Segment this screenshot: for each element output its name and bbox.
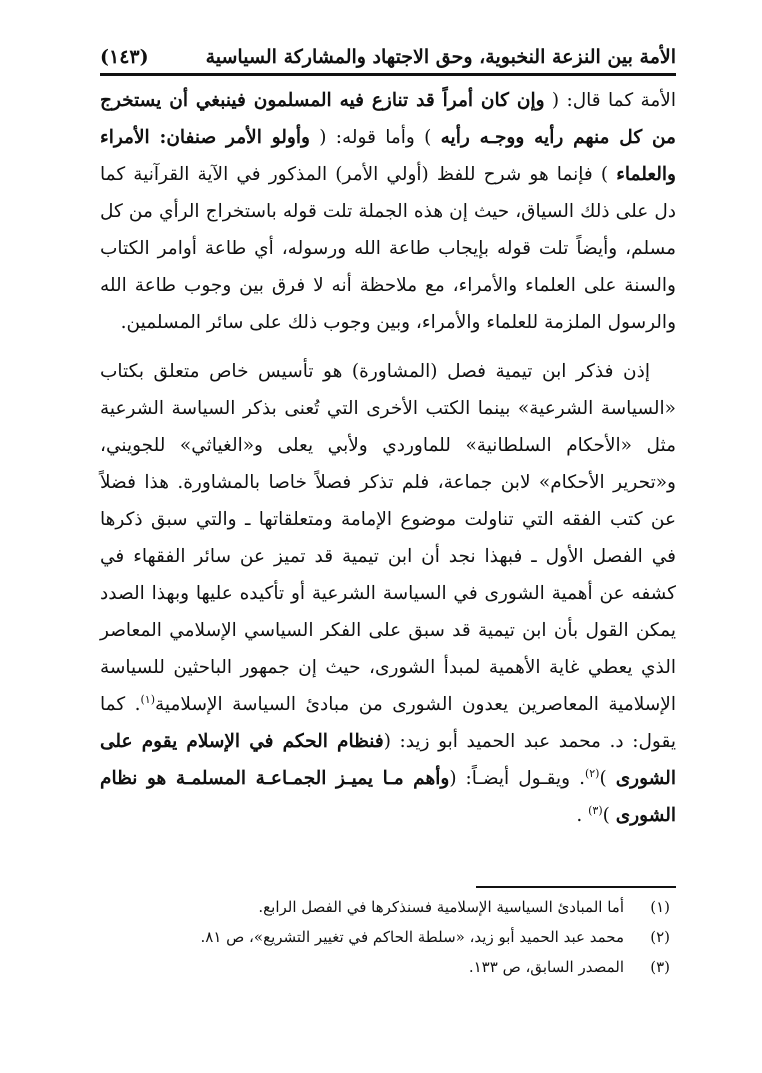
footnote-text: المصدر السابق، ص ١٣٣.: [468, 958, 624, 976]
quote-bold-4: وأهم مـا يميـز الجمـاعـة المسلمـة هو نظام الشورى: [100, 768, 676, 826]
page-number: (١٤٣): [100, 46, 149, 68]
paragraph-2-text-5: ): [602, 805, 610, 826]
running-header: [100, 36, 676, 68]
paragraph-2-text-6: .: [576, 805, 583, 826]
running-title: الأمة بين النزعة النخبوية، وحق الاجتهاد والمشاركة السياسية: [205, 46, 676, 68]
paragraph-1-text-3: ) فإنما هو شرح للفظ (أولي الأمر) المذكور في الآية القرآنية كما دل على ذلك السياق، حيث إن هذه الجملة تلت قوله باستخراج الرأي من كل مسلم، وأيضاً تلت قوله بإيجاب طاعة الله ورسوله، أي طاعة أوامر الكتاب والسنة على العلماء والأمراء، مع ملاحظة أنه لا فرق بين وجوب طاعة الله والرسول الملزمة للعلماء والأمراء، وبين وجوب ذلك على سائر المسلمين.: [100, 164, 676, 333]
footnote-3: [100, 952, 676, 982]
quote-bold-1: وإن كان أمراً قد تنازع فيه المسلمون فينبغي أن يستخرج من كل منهم رأيه ووجـه رأيه: [100, 90, 676, 148]
footnote-number: (١): [650, 898, 670, 916]
footnote-text: محمد عبد الحميد أبو زيد، «سلطة الحاكم في تغيير التشريع»، ص ٨١.: [200, 928, 624, 946]
paragraph-1-text-1: الأمة كما قال: (: [551, 90, 676, 111]
paragraph-2-text-1: إذن فذكر ابن تيمية فصل (المشاورة) هو تأسيس خاص متعلق بكتاب «السياسة الشرعية» بينما الكتب الأخرى التي تُعنى بذكر السياسة الشرعية مثل «الأحكام السلطانية» للماوردي ولأبي يعلى و«الغياثي» للجويني، و«تحرير الأحكام» لابن جماعة، فلم تذكر فصلاً خاصا بالمشاورة. هذا فضلاً عن كتب الفقه التي تناولت موضوع الإمامة ومتعلقاتها ـ والتي سبق ذكرها في الفصل الأول ـ فبهذا نجد أن ابن تيمية قد تميز عن سائر الفقهاء في كشفه عن أهمية الشورى في السياسة الشرعية أو تأكيده عليها وبهذا الصدد يمكن القول بأن ابن تيمية قد سبق على الفكر السياسي الإسلامي المعاصر الذي يعطي غاية الأهمية لمبدأ الشورى، حيث إن جمهور الباحثين للسياسة الإسلامية المعاصرين يعدون الشورى من مبادئ السياسة الإسلامية: [100, 361, 676, 715]
footnote-ref-1[interactable]: (١): [140, 692, 155, 706]
paragraph-2-text-4: . ويقـول أيضـاً: (: [449, 768, 585, 789]
paragraph-1: [100, 82, 676, 341]
main-text: [100, 82, 676, 834]
paragraph-2-text-3: ): [599, 768, 607, 789]
footnote-ref-2[interactable]: (٢): [584, 766, 600, 780]
footnote-number: (٢): [650, 928, 670, 946]
paragraph-1-text-2: ) وأما قوله: (: [319, 127, 432, 148]
footnote-text: أما المبادئ السياسية الإسلامية فسنذكرها في الفصل الرابع.: [258, 898, 624, 916]
paragraph-2-text-2: . كما يقول: د. محمد عبد الحميد أبو زيد: (: [100, 694, 676, 752]
footnotes: [100, 892, 676, 982]
header-rule: [100, 73, 676, 76]
footnote-separator: [476, 886, 676, 888]
footnote-2: [100, 922, 676, 952]
quote-bold-2: وأولو الأمر صنفان: الأمراء والعلماء: [100, 127, 676, 185]
footnote-ref-3[interactable]: (٣): [588, 803, 603, 817]
footnote-number: (٣): [650, 958, 670, 976]
quote-bold-3: فنظام الحكم في الإسلام يقوم على الشورى: [100, 731, 676, 789]
footnote-1: [100, 892, 676, 922]
paragraph-2: [100, 353, 676, 834]
